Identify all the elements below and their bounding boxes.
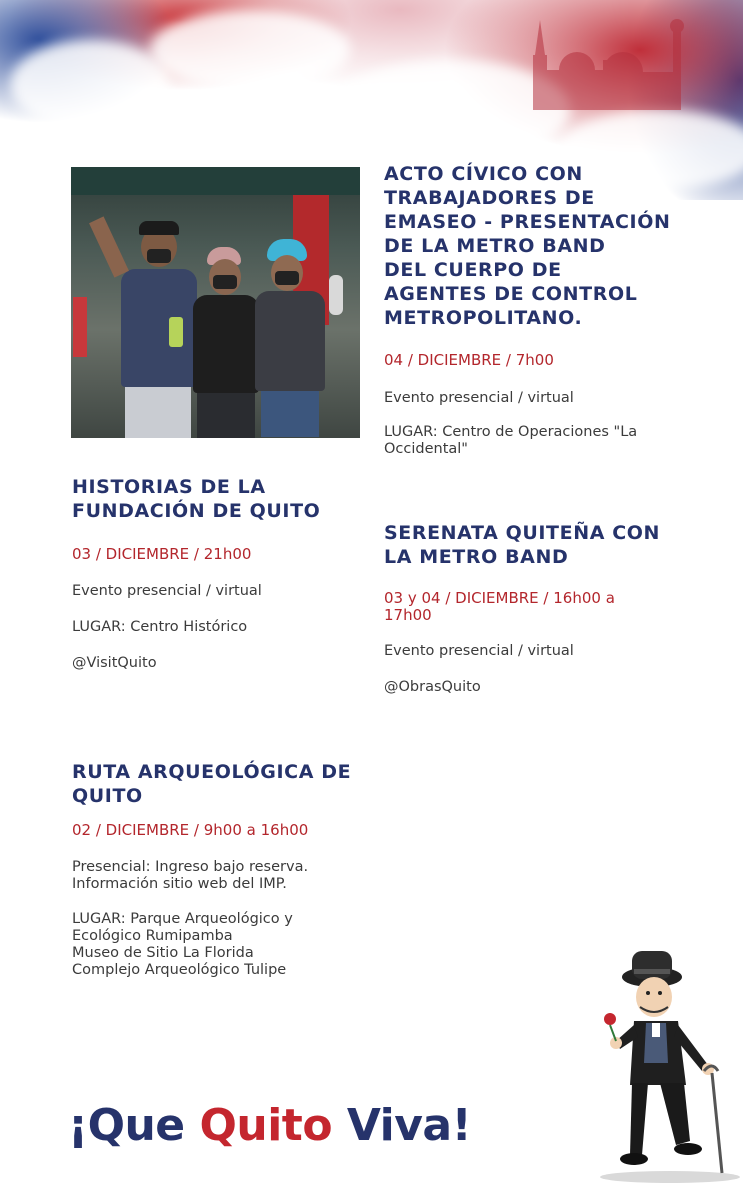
event-serenata-quitena (384, 521, 724, 696)
event-mode: Evento presencial / virtual (72, 583, 262, 599)
event-mode: Evento presencial / virtual (384, 390, 574, 406)
photo-side-sign (73, 297, 87, 357)
event-info: Presencial: Ingreso bajo reserva. Información sitio web del IMP. (72, 859, 309, 892)
cloud-shape (150, 10, 350, 90)
chulla-quiteno-mascot-icon (590, 945, 740, 1185)
event-acto-civico (384, 162, 724, 458)
city-skyline-icon (513, 10, 713, 120)
event-location: LUGAR: Parque Arqueológico y Ecológico Rumipamba Museo de Sitio La Florida Complejo Arqueológico Tulipe (72, 911, 293, 978)
event-date: 04 / DICIEMBRE / 7h00 (384, 351, 554, 369)
event-mode: Evento presencial / virtual (384, 643, 574, 659)
event-location: LUGAR: Centro Histórico (72, 619, 248, 635)
event-social-handle: @VisitQuito (72, 655, 157, 671)
event-title: RUTA ARQUEOLÓGICA DE QUITO (72, 761, 352, 807)
slogan-part-que: ¡Que (68, 1100, 200, 1151)
event-date: 02 / DICIEMBRE / 9h00 a 16h00 (72, 821, 309, 839)
photo-awning (71, 167, 360, 195)
slogan-part-viva: Viva! (332, 1100, 472, 1151)
event-date: 03 / DICIEMBRE / 21h00 (72, 545, 252, 563)
event-title: HISTORIAS DE LA FUNDACIÓN DE QUITO (72, 476, 321, 522)
event-social-handle: @ObrasQuito (384, 679, 481, 695)
cloud-shape (10, 40, 170, 130)
event-date: 03 y 04 / DICIEMBRE / 16h00 a 17h00 (384, 589, 615, 624)
event-historias-fundacion (72, 475, 372, 672)
slogan-part-quito: Quito (199, 1100, 333, 1151)
event-photo (71, 167, 360, 438)
slogan (68, 1100, 471, 1151)
event-ruta-arqueologica (72, 760, 392, 979)
event-title: ACTO CÍVICO CON TRABAJADORES DE EMASEO - PRESENTACIÓN DE LA METRO BAND DEL CUERPO DE AGENTES DE CONTROL METROPOLITANO. (384, 163, 671, 329)
event-location: LUGAR: Centro de Operaciones "La Occidental" (384, 424, 638, 457)
event-title: SERENATA QUITEÑA CON LA METRO BAND (384, 522, 661, 568)
